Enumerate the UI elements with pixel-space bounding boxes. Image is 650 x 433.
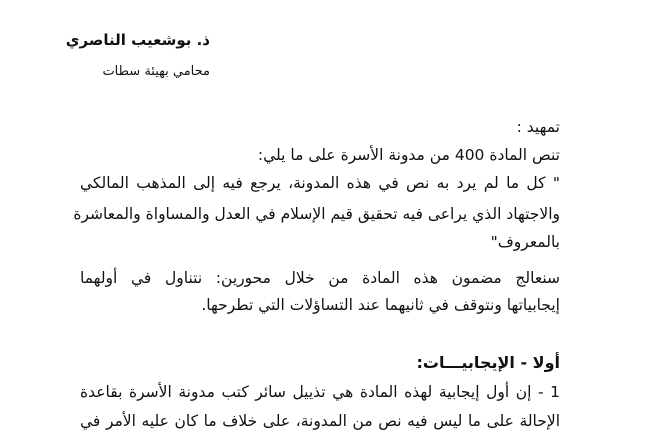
quote-line-1: " كل ما لم يرد به نص في هذه المدونة، يرجع فيه إلى المذهب المالكي: [80, 174, 560, 192]
positives-line-2: الإحالة على ما ليس فيه نص من المدونة، على خلاف ما كان عليه الأمر في: [80, 412, 560, 430]
body-line-2: إيجابياتها ونتوقف في ثانيهما عند التساؤلات التي تطرحها.: [201, 296, 560, 314]
body-line-1: سنعالج مضمون هذه المادة من خلال محورين: نتناول في أولهما: [80, 269, 560, 287]
intro-text: تنص المادة 400 من مدونة الأسرة على ما يلي:: [257, 146, 560, 164]
positives-line-1: 1 - إن أول إيجابية لهذه المادة هي تذييل سائر كتب مدونة الأسرة بقاعدة: [80, 383, 560, 401]
quote-line-3: بالمعروف": [490, 233, 560, 251]
quote-line-2: والاجتهاد الذي يراعى فيه تحقيق قيم الإسلام في العدل والمساواة والمعاشرة: [73, 205, 560, 223]
author-name: ذ. بوشعيب الناصري: [65, 31, 210, 49]
author-title: محامي بهيئة سطات: [102, 64, 210, 79]
section-heading-positives: أولا - الإيجابيـــات:: [416, 353, 560, 372]
intro-heading: تمهيد :: [516, 118, 560, 136]
